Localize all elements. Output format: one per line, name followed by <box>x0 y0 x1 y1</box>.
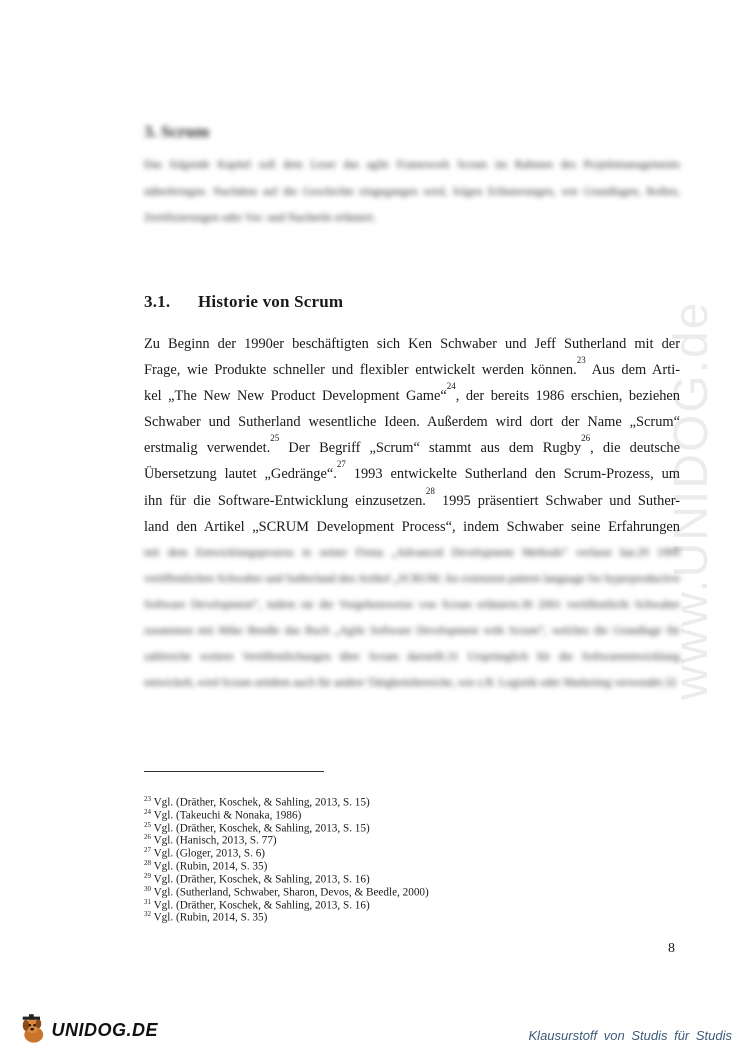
footnote-divider <box>144 771 324 772</box>
footnote: $^{29}$ Vgl. (Dräther, Koschek, & Sahling, 2013, S. 16) <box>144 871 370 886</box>
footnote-ref[interactable]: 23 <box>576 355 586 366</box>
body-line: Übersetzung lautet „Gedränge“.$^{27}$ 1993 entwickelte Sutherland den Scrum-Prozess, um <box>144 459 680 483</box>
body-line: erstmalig verwendet.$^{25}$ Der Begriff „Scrum“ stammt aus dem Rugby$^{26}$, die deutsche <box>144 433 680 457</box>
body-line: Frage, wie Produkte schneller und flexibler entwickelt werden können.$^{23}$ Aus dem Arti- <box>144 355 680 379</box>
body-line: Schwaber und Sutherland wesentliche Ideen. Außerdem wird dort der Name „Scrum“ <box>144 414 680 431</box>
footnote-ref[interactable]: 28 <box>425 485 435 496</box>
footnote-ref[interactable]: 27 <box>336 459 346 470</box>
footer-slogan: Klausurstoff von Studis für Studis <box>528 1028 732 1043</box>
footnote-list <box>144 796 429 924</box>
footnote: $^{31}$ Vgl. (Dräther, Koschek, & Sahling, 2013, S. 16) <box>144 897 370 912</box>
body-line: Zu Beginn der 1990er beschäftigten sich Ken Schwaber und Jeff Sutherland mit der <box>144 336 680 352</box>
page-number: 8 <box>668 941 675 956</box>
body-line: ihn für die Software-Entwicklung einzusetzen.$^{28}$ 1995 präsentiert Schwaber und Suther- <box>144 485 681 509</box>
blurred-body-text: mit dem Entwicklungsprozess in seiner Firma „Advanced Development Methods“ verfasst hat.29 1999 veröffentlichen Schwaber und Sutherland den Artikel „SCRUM: An extension pattern language for hyperproductive Software Development“, indem sie die Vorgehensweise von Scrum erläutern.30 2001 veröffentlicht Schwaber zusammen mit Mike Beedle das Buch „Agile Software Development with Scrum“, welches die Grundlage für zahlreiche weitere Veröffentlichungen über Scrum darstellt.31 Ursprünglich für die Softwareentwicklung entwickelt, wird Scrum seitdem auch für andere Tätigkeitsbereiche, wie z.B. Logistik oder Marketing verwendet.32 <box>144 547 680 690</box>
footnote: $^{26}$ Vgl. (Hanisch, 2013, S. 77) <box>144 833 277 848</box>
footnote: $^{25}$ Vgl. (Dräther, Koschek, & Sahling, 2013, S. 15) <box>144 820 370 835</box>
unidog-logo[interactable] <box>18 1008 158 1052</box>
footnote-ref[interactable]: 25 <box>270 433 280 444</box>
subsection-title: Historie von Scrum <box>198 292 344 311</box>
footnote: $^{32}$ Vgl. (Rubin, 2014, S. 35) <box>144 910 268 925</box>
watermark-text: www.UNIDOG.de <box>665 300 718 700</box>
body-text <box>144 331 680 540</box>
footnote-ref[interactable]: 24 <box>446 381 456 392</box>
footnote-ref[interactable]: 26 <box>581 433 591 444</box>
section-heading: 3. Scrum <box>144 122 210 141</box>
footnote: $^{23}$ Vgl. (Dräther, Koschek, & Sahling, 2013, S. 15) <box>144 795 370 809</box>
subsection-heading <box>144 292 343 312</box>
body-line: kel „The New New Product Development Game“$^{24}$, der bereits 1986 erschien, beziehen <box>144 381 680 405</box>
footnote: $^{28}$ Vgl. (Rubin, 2014, S. 35) <box>144 859 268 873</box>
footnote: $^{30}$ Vgl. (Sutherland, Schwaber, Sharon, Devos, & Beedle, 2000) <box>144 884 429 899</box>
body-line: land den Artikel „SCRUM Development Process“, indem Schwaber seine Erfahrungen <box>144 518 680 535</box>
logo-text: UNIDOG.DE <box>51 1019 158 1040</box>
footnote: $^{24}$ Vgl. (Takeuchi & Nonaka, 1986) <box>144 807 302 822</box>
footnote: $^{27}$ Vgl. (Gloger, 2013, S. 6) <box>144 846 266 861</box>
section-intro: Das folgende Kapitel soll dem Leser das agile Framework Scrum im Rahmen des Projektmanagements näherbringen. Nachdem auf die Geschichte eingegangen wird, folgen Erläuterungen, wie Grundlagen, Rollen, Zertifizierungen oder Vor- und Nachteile erläutert. <box>144 159 680 224</box>
subsection-number: 3.1. <box>144 292 171 311</box>
dog-mascot-icon <box>18 1010 49 1050</box>
